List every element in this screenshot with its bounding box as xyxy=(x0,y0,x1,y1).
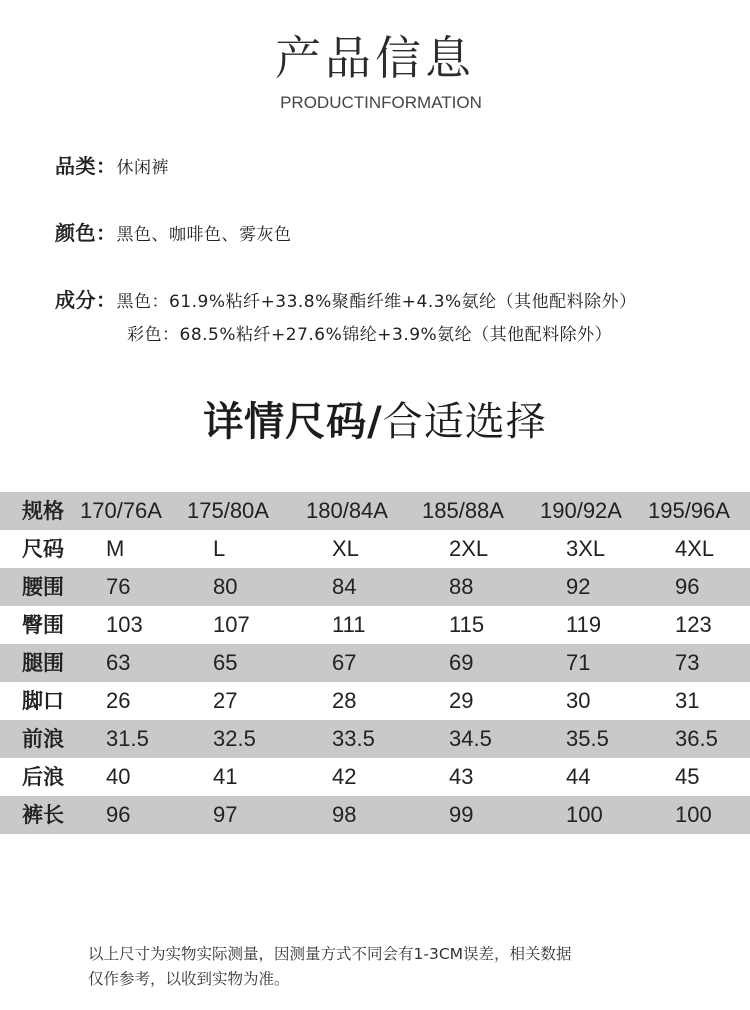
category-label: 品类： xyxy=(55,154,117,178)
table-cell: 190/92A xyxy=(540,498,622,523)
table-cell: 84 xyxy=(332,574,357,599)
category-value: 休闲裤 xyxy=(116,158,169,178)
row-label: 尺码 xyxy=(22,537,64,561)
table-cell: 31.5 xyxy=(106,726,149,751)
table-cell: 35.5 xyxy=(566,726,609,751)
table-cell: 4XL xyxy=(675,536,715,561)
table-cell: 123 xyxy=(675,612,712,637)
row-label: 脚口 xyxy=(22,689,64,713)
size-title-bold: 详情尺码/ xyxy=(203,399,383,445)
table-cell: 34.5 xyxy=(449,726,492,751)
row-label: 规格 xyxy=(22,499,64,523)
size-title-light: 合适选择 xyxy=(382,399,547,445)
footer-note xyxy=(88,942,572,992)
page-title: 产品信息 xyxy=(275,31,475,85)
row-label: 裤长 xyxy=(22,803,64,827)
table-cell: 28 xyxy=(332,688,357,713)
row-label: 臀围 xyxy=(22,613,64,637)
table-cell: 67 xyxy=(332,650,357,675)
row-label: 前浪 xyxy=(22,727,64,751)
table-cell: 29 xyxy=(449,688,474,713)
table-cell: 98 xyxy=(332,802,357,827)
table-cell: 27 xyxy=(213,688,238,713)
row-label: 腰围 xyxy=(22,575,64,599)
table-row xyxy=(0,530,750,568)
table-row xyxy=(0,758,750,796)
table-cell: 2XL xyxy=(449,536,489,561)
category-row xyxy=(55,150,169,179)
table-cell: 115 xyxy=(449,612,485,637)
table-cell: 185/88A xyxy=(422,498,504,523)
footer-note-line2: 仅作参考，以收到实物为准。 xyxy=(88,970,290,988)
page-subtitle: PRODUCTINFORMATION xyxy=(280,93,482,112)
table-cell: 175/80A xyxy=(187,498,269,523)
table-cell: 36.5 xyxy=(675,726,718,751)
table-row xyxy=(0,644,750,682)
size-section-title xyxy=(0,390,750,447)
table-cell: 80 xyxy=(213,574,238,599)
colors-value: 黑色、咖啡色、雾灰色 xyxy=(116,225,292,245)
table-cell: 99 xyxy=(449,802,474,827)
size-table xyxy=(0,492,750,834)
table-row xyxy=(0,720,750,758)
row-label: 后浪 xyxy=(22,765,64,789)
table-cell: 42 xyxy=(332,764,357,789)
table-cell: 40 xyxy=(106,764,131,789)
table-cell: 195/96A xyxy=(648,498,730,523)
table-row xyxy=(0,682,750,720)
table-cell: 44 xyxy=(566,764,591,789)
table-cell: 63 xyxy=(106,650,131,675)
table-cell: 107 xyxy=(213,612,250,637)
table-cell: 33.5 xyxy=(332,726,375,751)
table-cell: 32.5 xyxy=(213,726,256,751)
colors-label: 颜色： xyxy=(55,221,117,245)
table-cell: 45 xyxy=(675,764,700,789)
table-cell: 92 xyxy=(566,574,591,599)
table-cell: XL xyxy=(332,536,359,561)
table-cell: 111 xyxy=(332,612,366,637)
table-row xyxy=(0,796,750,834)
table-cell: 180/84A xyxy=(306,498,388,523)
row-label: 腿围 xyxy=(22,651,64,675)
table-cell: 97 xyxy=(213,802,238,827)
table-cell: 88 xyxy=(449,574,474,599)
table-cell: L xyxy=(213,536,226,561)
footer-note-line1: 以上尺寸为实物实际测量，因测量方式不同会有1-3CM误差，相关数据 xyxy=(88,945,572,963)
table-cell: 71 xyxy=(566,650,591,675)
table-cell: 119 xyxy=(566,612,602,637)
table-row xyxy=(0,606,750,644)
table-cell: 3XL xyxy=(566,536,606,561)
composition-label: 成分： xyxy=(55,288,117,312)
table-row xyxy=(0,492,750,530)
table-cell: 76 xyxy=(106,574,131,599)
table-cell: 100 xyxy=(566,802,603,827)
colors-row xyxy=(55,217,292,246)
table-cell: 96 xyxy=(675,574,700,599)
table-cell: 31 xyxy=(675,688,700,713)
table-cell: 41 xyxy=(213,764,238,789)
composition-line2: 彩色：68.5%粘纤+27.6%锦纶+3.9%氨纶（其他配料除外） xyxy=(127,325,613,345)
table-cell: 170/76A xyxy=(80,498,162,523)
table-cell: 96 xyxy=(106,802,131,827)
table-cell: 103 xyxy=(106,612,143,637)
table-cell: 73 xyxy=(675,650,700,675)
table-cell: M xyxy=(106,536,125,561)
table-cell: 30 xyxy=(566,688,591,713)
composition-line1: 黑色：61.9%粘纤+33.8%聚酯纤维+4.3%氨纶（其他配料除外） xyxy=(116,292,637,312)
table-cell: 100 xyxy=(675,802,712,827)
table-cell: 43 xyxy=(449,764,474,789)
table-cell: 26 xyxy=(106,688,131,713)
table-row xyxy=(0,568,750,606)
table-cell: 65 xyxy=(213,650,238,675)
table-cell: 69 xyxy=(449,650,474,675)
composition-row xyxy=(55,284,637,313)
